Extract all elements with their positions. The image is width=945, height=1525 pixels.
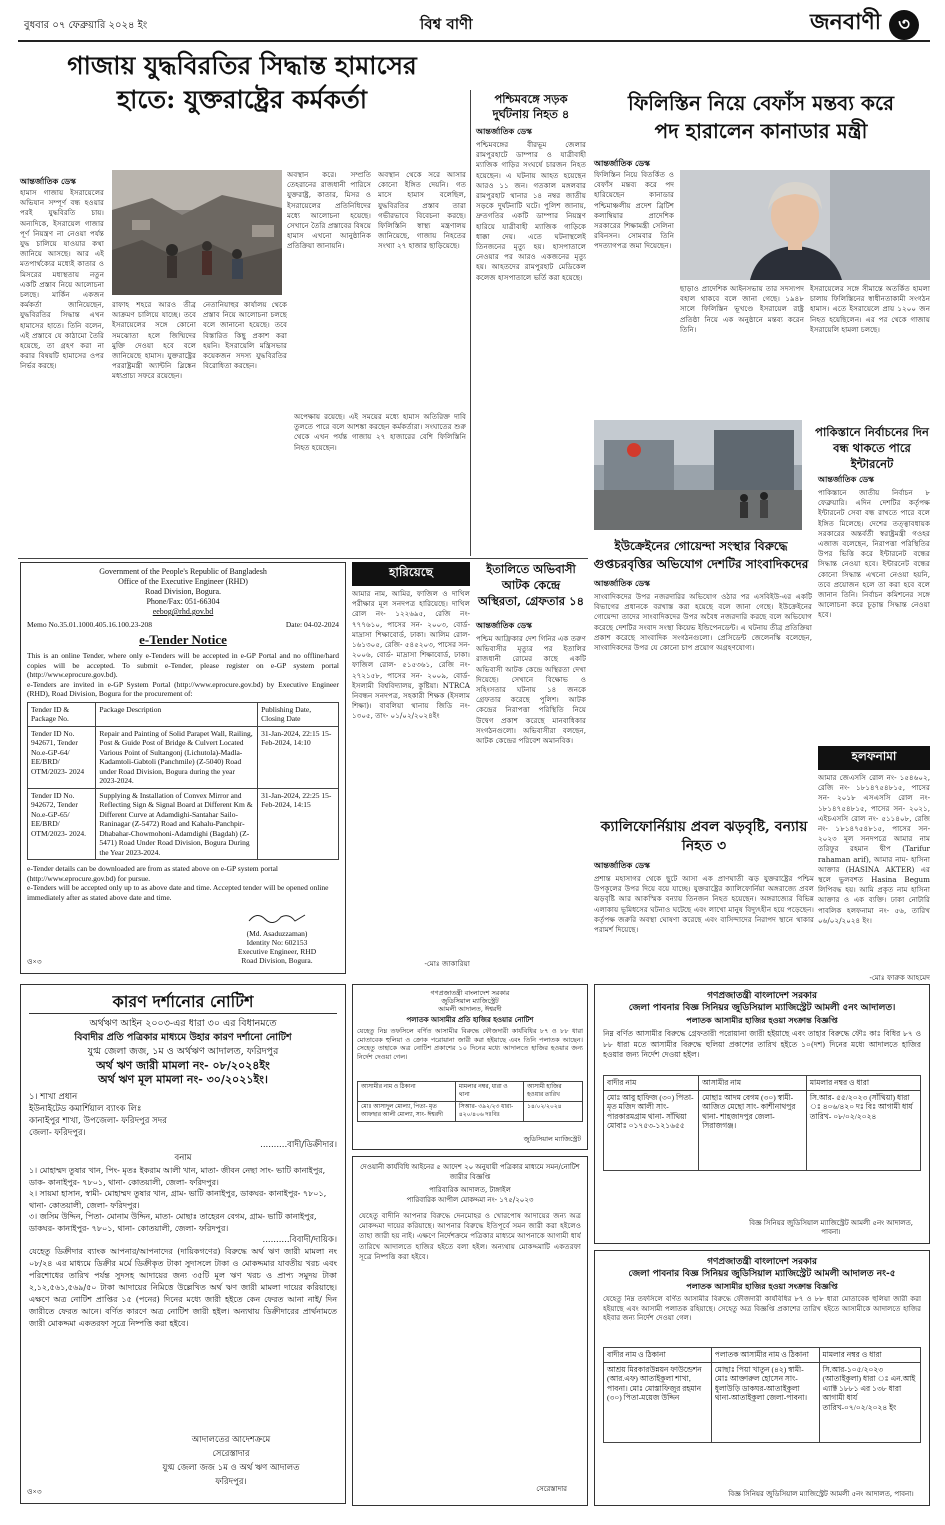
affidavit-title: হলফনামা	[818, 746, 930, 770]
table-row	[604, 1362, 921, 1442]
show-cause-sub-3: যুগ্ম জেলা জজ, ১ম ও অর্থঋণ আদালত, ফরিদপুর	[87, 1046, 279, 1057]
family-case: পারিবারিক আপীল মোকদ্দমা নং- ১৭৫/২০২৩	[406, 1196, 534, 1204]
canada-headline-1: ফিলিস্তিন নিয়ে বেফাঁস মন্তব্য করে	[627, 91, 895, 115]
pabna1-sign: বিজ্ঞ সিনিয়র জুডিসিয়াল ম্যাজিস্ট্রেট আমলী ৫নং আদালত, পাবনা।	[749, 1219, 913, 1236]
tender-th-id: Tender ID & Package No.	[28, 702, 96, 726]
ukraine-body: সাংবাদিকদের উপর নজরদারির অভিযোগ ওঠার পর এসবিইউ-এর একটি বিভাগের প্রধানকে বরখাস্ত করা হয়েছে বলে জানা গেছে। ইউক্রেইনের গোয়েন্দা তাদের সাংবাদিকদের উপর অবৈধ নজরদারি করছে বলে অভিযোগ করেছে দেশটির সংবাদ সংস্থা কিয়েভ ইন্ডিপেনডেন্ট। এ ঘটনায় তীব্র প্রতিক্রিয়া প্রকাশ করেছে সাংবাদিক সংগঠনগুলো। প্রেসিডেন্ট জেলেনস্কি বলেছেন, সাংবাদিকদের উপর যে কোনো চাপ প্রয়োগ অগ্রহণযোগ্য।	[594, 592, 812, 653]
street-scene-photo	[594, 420, 802, 530]
pabna-notice-2	[594, 1250, 930, 1506]
tender-th-date: Publishing Date, Closing Date	[258, 702, 339, 726]
tender-th-desc: Package Description	[96, 702, 258, 726]
absconding-th: আসামী হাজির হওয়ার তারিখ	[524, 1082, 583, 1102]
show-cause-body: যেহেতু ডিক্রীদার ব্যাংক আপনার/আপনাদের (দায়িকগণের) বিরুদ্ধে অর্থ ঋণ জারী মামলা নং ০৮/২৪ এর মাধ্যমে ডিক্রীর মর্মে ডিক্রীকৃত টাকা সুদাসলে টাকা ও মোকদ্দমার যাবতীয় খরচ এবং পরিশোধের তারিখ পর্যন্ত সুদসহ আদায়ের জন্য ৩৫টি মূল ঋণ খরচ ও প্রাপ্য সমুদয় টাকা ২,১২,৫৬১,৫৬৯/৫০ টাকা আদায়ের নিমিত্তে উল্লেখিত অর্থ ঋণ জারী মামলা দায়ের করিয়াছে। এক্ষণে অত্র নোটিশ প্রাপ্তির ১৫ (পনের) দিনের মধ্যে জারী হইতে কেন ফেরত আনা নাই/ দিন জারীতে ফেরত আনে। বর্ণিত কারণে অত্র নোটিশ জারী হইল। অন্যথায় ডিক্রীদারের প্রার্থনামতে জারী মোকদ্দমা একতরফা সূত্রে নিষ্পত্তি করা হইবে।	[29, 1247, 337, 1328]
absconding-cell: সিআর- ৩৯২/২৩ ধারা- ৪২০/৪০৬ দঃবিঃ	[455, 1102, 523, 1122]
absconding-cell: ১৪/০২/২০২৪	[524, 1102, 583, 1122]
family-body: যেহেতু বাদীনি আপনার বিরুদ্ধে দেনমোহর ও খোরপোষ আদায়ের জন্য অত্র মোকদ্দমা দায়ের করিয়াছে। আপনার বিরুদ্ধে ইতিপূর্বে সমন জারী করা হইলেও তাহা জারী হয় নাই। এক্ষণে নির্দেশক্রমে পত্রিকার মাধ্যমে আপনাকে আগামী ধার্য তারিখে আদালতে হাজির হইতে বলা হইল। অন্যথায় মোকদ্দমাটি একতরফা সূত্রে নিষ্পত্তি করা হইবে।	[359, 1211, 581, 1261]
show-cause-place: ফরিদপুর।	[215, 1477, 247, 1487]
pakistan-headline: পাকিস্তানে নির্বাচনের দিন বন্ধ থাকতে পারে ইন্টারনেট	[815, 425, 929, 471]
show-cause-defendant-tag: ..........বিবাদী/দায়িক।	[262, 1235, 337, 1245]
table-row	[28, 726, 339, 788]
pabna2-cell: মোছাঃ পিয়া খাতুন (৪২) স্বামী-মোঃ আক্তারুল হোসেন সাং-ধুলাউড়ি ডাকঘর-আতাইকুলা থানা-আতাইকুলা জেলা-পাবনা।	[711, 1362, 819, 1442]
canada-body-2: ছাড়াও প্রাদেশিক আইনসভায় তার সদস্যপদ বহাল থাকবে বলে জানা গেছে। ১৯৪৮ সালে ফিলিস্তিন ভূখণ্ডে ইসরায়েল রাষ্ট্র প্রতিষ্ঠা নিয়ে এক অনুষ্ঠানে মন্তব্য করেন তিনি।	[680, 284, 804, 334]
wb-desk: আন্তর্জাতিক ডেস্ক	[476, 127, 532, 136]
tender-email-line[interactable]: eebog@rhd.gov.bd	[152, 607, 214, 616]
show-cause-order: আদালতের আদেশক্রমে	[191, 1435, 271, 1445]
italy-headline-2: আটক কেন্দ্রে	[501, 578, 561, 592]
lead-body-col1: হামাস গাজায় ইসরায়েলের অভিযান সম্পূর্ণ বন্ধ হওয়ার পরই যুদ্ধবিরতি চায়। অন্যদিকে, ইসরায়েল গাজার পূর্ণ নিয়ন্ত্রণ না নেওয়া পর্যন্ত যুদ্ধ চালিয়ে যাওয়ার কথা জানিয়ে আসছে। আর এই মতপার্থক্যের মধ্যেই কাতার ও মিসরের মধ্যস্থতায় নতুন একটি প্রস্তাব নিয়ে আলোচনা চলছে। মার্কিন একজন কর্মকর্তা জানিয়েছেন, যুদ্ধবিরতির সিদ্ধান্ত এখন হামাসের হাতে। তিনি বলেন, এই প্রস্তাবে যে কাঠামো তৈরি হয়েছে, তা গ্রহণ করা না করার বিষয়টি হামাসের ওপর নির্ভর করছে।	[20, 188, 104, 371]
absconding-table	[357, 1081, 583, 1122]
canada-body-1: ফিলিস্তিন নিয়ে বিতর্কিত ও বেফাঁস মন্তব্য করে পদ হারিয়েছেন কানাডার পশ্চিমাঞ্চলীয় প্রদেশ ব্রিটিশ কলাম্বিয়ার প্রাদেশিক সরকারের শিক্ষামন্ত্রী সেলিনা রবিনসন। সোমবার তিনি পদত্যাগপত্র জমা দিয়েছেন।	[594, 170, 674, 251]
wb-headline: পশ্চিমবঙ্গে সড়ক দুর্ঘটনায় নিহত ৪	[492, 92, 570, 121]
tender-cell: Repair and Painting of Solid Parapet Wall, Railing, Post & Guide Post of Bridge & Culvert Located Various Point of Sultangonj (Lichutola)-Madla-Kadamtoli-Gabtoli (Panchmile) (Z-5040) Road under Road Division, Bogura during the year 2023-2024.	[96, 726, 258, 788]
lost-notice-name: -মোঃ জাকারিয়া	[424, 959, 470, 968]
affidavit-name: -মোঃ ফারুক আহমেদ	[869, 973, 930, 982]
masthead-section: বিশ্ব বাণী	[420, 15, 473, 33]
pabna1-th: আসামীর নাম	[699, 1076, 807, 1091]
lead-vertical-rule	[470, 90, 471, 556]
page-number: ৩	[889, 10, 919, 40]
masthead-date: বুধবার ০৭ ফেব্রুয়ারি ২০২৪ ইং	[24, 20, 148, 31]
tender-sig-name: (Md. Asaduzzaman)	[246, 929, 308, 938]
minister-portrait-photo	[680, 170, 930, 280]
pabna2-body: যেহেতু নিম্ন তফসিলে বর্ণিত আসামীর বিরুদ্ধে ফৌজদারী কার্যবিধির ৮৭ ও ৮৮ ধারা মোতাবেক হুলিয়া জারী করা হইয়াছে এবং আসামী পলাতক রহিয়াছে। সেহেতু অত্র বিজ্ঞপ্তি প্রকাশের তারিখ হইতে আসামীকে আদালতে হাজির হইবার জন্য নির্দেশ দেওয়া গেল।	[603, 1295, 921, 1322]
absconding-th: মামলার নম্বর, ধারা ও থানা	[455, 1082, 523, 1102]
ukraine-desk: আন্তর্জাতিক ডেস্ক	[594, 579, 650, 588]
table-row	[358, 1102, 583, 1122]
tender-notice	[20, 562, 346, 974]
show-cause-sub-2: বিবাদীর প্রতি পত্রিকার মাধ্যমে উহার কারণ দর্শানো নোটিশ	[74, 1032, 292, 1043]
pabna1-body: নিম্ন বর্ণিত আসামীর বিরুদ্ধে গ্রেফতারী পরোয়ানা জারী হইয়াছে এবং তাহার বিরুদ্ধে ফৌঃ কাঃ বিধির ৮৭ ও ৮৮ ধারা মতে আসামীর বিরুদ্ধে হুলিয়া প্রকাশের তারিখ হইতে ১০(দশ) দিনের মধ্যে আদালতে হাজির হওয়ার জন্য নির্দেশ দেওয়া হইল।	[603, 1029, 921, 1059]
show-cause-notice	[20, 984, 346, 1504]
family-court-notice	[352, 1156, 588, 1506]
pabna2-cell: সি.আর-১০৫/২০২৩ (আতাইকুলা) ধারা ঃ এন.আই এ্যাক্ট ১৮৮১ এর ১৩৮ ধারা আগামী ধার্য তারিখ-০৭/০২/২০২৪ ইং	[819, 1362, 920, 1442]
california-body: প্রশান্ত মহাসাগর থেকে ছুটে আসা এক প্রাণঘাতী ঝড় যুক্তরাষ্ট্রের পশ্চিম উপকূলের উপর দিয়ে বয়ে যাচ্ছে। যুক্তরাষ্ট্রের ক্যালিফোর্নিয়া অঙ্গরাজ্যে প্রবল ঝড়বৃষ্টি আর আকস্মিক বন্যায় তিনজন নিহত হয়েছেন। অঙ্গরাজ্যের বিভিন্ন এলাকায় ভূমিধসের ঘটনাও ঘটেছে এবং লাখো মানুষ বিদ্যুৎহীন হয়ে পড়েছেন। কর্তৃপক্ষ জরুরি অবস্থা ঘোষণা করেছে এবং বাসিন্দাদের নিরাপদ স্থানে থাকার পরামর্শ দিয়েছে।	[594, 874, 814, 935]
tender-gov-line: Government of the People's Republic of Bangladesh	[99, 567, 267, 576]
tender-division-line: Road Division, Bogura.	[145, 587, 221, 596]
tender-sig-id: Identity No: 602153	[246, 938, 308, 947]
pabna1-th: মামলার নম্বর ও ধারা	[806, 1076, 920, 1091]
absconding-title: পলাতক আসামীর প্রতি হাজির হওয়ার নোটিশ	[406, 1015, 534, 1024]
show-cause-sub-1: অর্থঋণ আইন ২০০৩-এর ধারা ৩০ এর বিধানমতে	[89, 1018, 277, 1029]
masthead-rule	[18, 40, 930, 42]
pabna2-th: বাদীর নাম ও ঠিকানা	[604, 1348, 712, 1363]
ukraine-headline-2: গুপ্তচরবৃত্তির অভিযোগ দেশটির সাংবাদিকদের	[593, 557, 809, 571]
italy-body: পশ্চিম আফ্রিকার দেশ গিনির এক তরুণ অভিবাসীর মৃত্যুর পর ইতালির রাজধানী রোমের কাছে একটি অভিবাসী আটক কেন্দ্রে অস্থিরতা দেখা দিয়েছে। সেখানে বিক্ষোভ ও সহিংসতার ঘটনায় ১৪ জনকে গ্রেফতার করেছে পুলিশ। আটক কেন্দ্রের নিরাপত্তা পরিস্থিতি নিয়ে উদ্বেগ প্রকাশ করেছে মানবাধিকার সংগঠনগুলো। অভিবাসীরা বলছেন, আটক কেন্দ্রের পরিবেশ অমানবিক।	[476, 634, 586, 746]
tender-date: Date: 04-02-2024	[285, 620, 339, 629]
lead-body-lower2: নেতানিয়াহুর কার্যালয় থেকে প্রস্তাব নিয়ে আলোচনা চলছে বলে জানানো হয়েছে। তবে বিস্তারিত কিছু প্রকাশ করা হয়নি। ইসরায়েলি মন্ত্রিসভার কয়েকজন সদস্য যুদ্ধবিরতির বিরোধিতা করছেন।	[203, 300, 287, 371]
italy-headline-3: অস্থিরতা, গ্রেফতার ১৪	[477, 594, 585, 608]
california-desk: আন্তর্জাতিক ডেস্ক	[594, 861, 650, 870]
tender-cell: 31-Jan-2024, 22:15 15-Feb-2024, 14:10	[258, 726, 339, 788]
absconding-header-1: গণপ্রজাতন্ত্রী বাংলাদেশ সরকার	[430, 989, 510, 997]
tender-cell: Supplying & Installation of Convex Mirror and Reflecting Sign & Signal Board at Different Km & Different Curve at Adamdighi-Santahar Sailo-Raninagar (Z-5472) Road and Kahalu-Panchpir-Dhabahar-Chowmohoni-Adamdighi (Bagdah) (Z-5471) Road Under Road Division, Bogura During the Year 2023-2024.	[96, 788, 258, 860]
pabna1-table	[603, 1075, 921, 1171]
affidavit-box	[818, 746, 930, 982]
tender-table	[27, 702, 339, 861]
pabna2-sign: বিজ্ঞ সিনিয়র জুডিসিয়াল ম্যাজিস্ট্রেট আমলী ৫নং আদালত, পাবনা।	[728, 1490, 914, 1498]
family-court: পারিবারিক আদালত, টাঙ্গাইল	[429, 1186, 511, 1194]
pabna2-subtitle: পলাতক আসামীর হাজির হওয়া সংক্রান্ত বিজ্ঞপ্তি	[686, 1281, 838, 1291]
family-intro: দেওয়ানী কার্যবিধি আইনের ৫ আদেশ ২০ অনুযায়ী পত্রিকার মাধ্যমে সমন/নোটিশ জারীর বিজ্ঞপ্তি	[360, 1163, 580, 1181]
tender-sig-title: Executive Engineer, RHD	[237, 947, 317, 956]
pabna1-th: বাদীর নাম	[604, 1076, 699, 1091]
pabna1-cell: মোঃ আবু হাফিজ (৩০) পিতা- মৃত মজিদ আলী সাং- পারকারমগ্রাম থানা- সাঁথিয়া মোবাঃ ০১৭৫৩-১২১৬৫৫	[604, 1090, 699, 1170]
show-cause-case-1: অর্থ ঋণ জারী মামলা নং- ০৮/২০২৪ইং	[96, 1059, 270, 1072]
pabna2-cell: আশ্রয় মিরকারউন্নয়ন ফাউন্ডেশন (আর.এফ) আতাইকুলা শাখা, পাবনা। মোঃ মোস্তাফিজুর রহমান (৩০) পিতা-ময়েজ উদ্দিন	[604, 1362, 712, 1442]
tender-intro: This is an online Tender, where only e-Tenders will be accepted in e-GP Portal and no offline/hard copies will be accepted. To submit e-Tender, please register on e-GP system portal (http://www.eprocure.gov.bd).	[27, 651, 339, 679]
show-cause-plaintiff-tag: ..........বাদী/ডিক্রীদার।	[260, 1140, 337, 1150]
tender-cell: Tender ID No. 942672, Tender No.e-GP-65/ EE/BRD/ OTM/2023- 2024.	[28, 788, 96, 860]
pabna-notice-1	[594, 984, 930, 1244]
pabna1-cell: মোছাঃ আদম বেগম (৩০) স্বামী- আজিত মেছো সাং- কাশীনাথপুর থানা- শাহজাদপুর জেলা- সিরাজগঞ্জ।	[699, 1090, 807, 1170]
lead-photo	[112, 170, 282, 295]
tender-cell: 31-Jan-2024, 22:25 15-Feb-2024, 14:15	[258, 788, 339, 860]
tender-signature	[217, 909, 337, 965]
table-row	[28, 788, 339, 860]
hr-mid	[18, 558, 588, 559]
signature-scribble	[247, 909, 307, 925]
show-cause-plaintiff: ১। শাখা প্রধান ইউনাইটেড কমার্শিয়াল ব্যাংক লিঃ কানাইপুর শাখা, উপজেলা- ফরিদপুর সদর জেলা- ফরিদপুর।	[29, 1092, 167, 1138]
tender-footer-2: e-Tenders will be accepted only up to as above date and time. Accepted tender will be opened online immediately after as stated above date and time.	[27, 883, 329, 902]
show-cause-court: যুগ্ম জেলা জজ ১ম ও অর্থ ঋণ আদালত	[162, 1463, 300, 1473]
lost-notice	[352, 562, 470, 976]
absconding-header-2: জুডিসিয়াল ম্যাজিস্ট্রেট	[441, 997, 499, 1005]
masthead-logo	[810, 5, 930, 39]
lead-headline-2: হাতে: যুক্তরাষ্ট্রের কর্মকর্তা	[116, 85, 368, 114]
gaza-rubble-photo	[112, 170, 282, 295]
show-cause-defendants: ১। মোহাম্মদ তুষার খান, পিং- মৃতঃ ইকরাম আলী খান, মাতা- জীবন নেছা সাং- ভাটি কানাইপুর, ডাক- কানাইপুর- ৭৮০১, থানা- কোতয়ালী, জেলা- ফরিদপুর। ২। সায়মা হাসান, স্বামী- মোহাম্মদ তুষার খান, গ্রাম- ভাটি কানাইপুর, ডাকঘর- কানাইপুর- ৭৮০১, থানা- কোতয়ালী, জেলা- ফরিদপুর। ৩। জসিম উদ্দিন, পিতা- মোনাম উদ্দিন, মাতা- মোছাঃ তাহেরন বেগম, গ্রাম- ভাটি কানাইপুর, ডাকঘর- কানাইপুর- ৭৮০১, থানা- কোতয়ালী, জেলা- ফরিদপুর।	[29, 1166, 327, 1233]
lost-notice-title: হারিয়েছে	[352, 562, 470, 586]
pabna2-court: জেলা পাবনার বিজ্ঞ সিনিয়র জুডিসিয়াল ম্যাজিস্ট্রেট আমলী আদালত নং-৫	[628, 1269, 896, 1279]
lead-headline-1: গাজায় যুদ্ধবিরতির সিদ্ধান্ত হামাসের	[67, 51, 417, 80]
pabna1-header: গণপ্রজাতন্ত্রী বাংলাদেশ সরকার	[707, 991, 817, 1001]
canada-body-3: ইসরায়েলের সঙ্গে সীমান্তে অতর্কিত হামলা চালায় ফিলিস্তিনের স্বাধীনতাকামী সংগঠন হামাস। এতে ইসরায়েলে প্রায় ১২০০ জন নিহত হয়েছিলেন। এর পর থেকে গাজায় ইসরায়েলি হামলা চলছে।	[810, 284, 930, 334]
absconding-notice	[352, 984, 588, 1150]
italy-desk: আন্তর্জাতিক ডেস্ক	[476, 621, 532, 630]
ukraine-headline-1: ইউক্রেইনের গোয়েন্দা সংস্থার বিরুদ্ধে	[614, 539, 788, 553]
tender-intro-2: e-Tenders are invited in e-GP System Portal (http://www.eprocure.gov.bd) by Executive Engineer (RHD), Road Division, Bogura for the procurement of:	[27, 679, 339, 698]
affidavit-body: আমার জেএসসি রোল নং- ১৫৪৬০২, রেজি নং- ১৮১৪৭৫৪৮১৫, পাসের সন- ২০১৮ এসএসসি রোল নং- ১৮১৪৭৫৪৮১৫, পাসের সন- ২০২১, এইচএসসি রোল নং- ৫১১৪০৮, রেজি নং- ১৮১৪৭৫৪৮১৫, পাসের সন- ২০২৩ মূল সনদপত্রে আমার নাম তরিফুর রহমান দ্বীপ (Tarifur rahaman arif), আমার নাম- হাসিনা আক্তার (HASINA AKTER) এর স্থলে ভুলবশত Hasina Begum লিপিবদ্ধ হয়। আমি প্রকৃত নাম হাসিনা আক্তার ও এক ব্যক্তি। ঢাকা নোটারি পাবলিক হলফনামা নং- ৫৬, তারিখ ০৬/০২/২০২৪ ইং।	[818, 773, 930, 925]
pakistan-body: পাকিস্তানে জাতীয় নির্বাচন ৮ ফেব্রুয়ারি। এদিন দেশটির কর্তৃপক্ষ ইন্টারনেট সেবা বন্ধ রাখতে পারে বলে ইঙ্গিত মিলেছে। দেশের তত্ত্বাবধায়ক সরকারের অন্তর্বর্তী স্বরাষ্ট্রমন্ত্রী গওহর এজাজ বলেছেন, নিরাপত্তা পরিস্থিতির উপর ভিত্তি করে ইন্টারনেট বন্ধের সিদ্ধান্ত নেওয়া হবে। ইন্টারনেট বন্ধের কোনো সিদ্ধান্ত এখনো নেওয়া হয়নি, তবে প্রয়োজন হলে তা করা হবে বলে জানান তিনি। নির্বাচন কমিশনের সঙ্গে আলোচনা করে চূড়ান্ত সিদ্ধান্ত নেওয়া হবে।	[818, 488, 930, 620]
pabna1-cell: সি.আর- ৫৫/২০২৩ (সাঁথিয়া) ধারা ঃ ৪০৬/৪২০ দঃ বিঃ আগামী ধার্য তারিখ- ০৮/০২/২০২৪	[806, 1090, 920, 1170]
pabna2-th: পলাতক আসামীর নাম ও ঠিকানা	[711, 1348, 819, 1363]
logo-part-1: জন	[810, 10, 843, 35]
canada-photo	[680, 170, 930, 280]
lead-body-lower1: রাফাহ শহরে আরও তীব্র আক্রমণ চালিয়ে যাচ্ছে। তবে ইসরায়েলের সঙ্গে কোনো সমঝোতা হলে জিম্মিদের মুক্তি দেওয়া হবে বলে জানিয়েছে হামাস। যুক্তরাষ্ট্রের পররাষ্ট্রমন্ত্রী অ্যান্টনি ব্লিঙ্কেন মধ্যপ্রাচ্য সফরে রয়েছেন।	[112, 300, 196, 381]
tender-phone-line: Phone/Fax: 051-66304	[146, 597, 220, 606]
tender-cell: Tender ID No. 942671, Tender No.e-GP-64/ EE/BRD/ OTM/2023- 2024	[28, 726, 96, 788]
absconding-th: আসামীর নাম ও ঠিকানা	[358, 1082, 456, 1102]
pabna2-th: মামলার নম্বর ও ধারা	[819, 1348, 920, 1363]
lead-body-col4: অবস্থান থেকে সরে আসার কোনো ইঙ্গিত দেয়নি। গত মাসে হামাস বলেছিল, যুদ্ধবিরতির প্রস্তাব তারা গভীরভাবে বিবেচনা করছে। ফিলিস্তিনি স্বাস্থ্য মন্ত্রণালয় জানিয়েছে, গাজায় নিহতের সংখ্যা ২৭ হাজার ছাড়িয়েছে।	[378, 170, 466, 251]
absconding-body: যেহেতু নিম্ন তফসিলে বর্ণিত আসামীর বিরুদ্ধে ফৌজদারী কার্যবিধির ৮৭ ও ৮৮ ধারা মোতাবেক হুলিয়া ও ক্রোক পরোয়ানা জারী করা হইয়াছে এবং তিনি পলাতক আছেন। সেহেতু তাহাকে অত্র নোটিশ প্রকাশের ১০ দিনের মধ্যে আদালতে হাজির হওয়ার জন্য নির্দেশ দেওয়া গেল।	[357, 1027, 583, 1061]
show-cause-case-2: অর্থ ঋণ মূল মামলা নং- ৩০/২০২১ইং।	[98, 1073, 268, 1086]
lead-body-col3: অবস্থান করে। সম্প্রতি তেহরানের রাজধানী পারিসে যুক্তরাষ্ট্র, কাতার, মিসর ও ইসরায়েলের প্রতিনিধিদের মধ্যে আলোচনা হয়েছে। সেখানে তৈরি প্রস্তাবের বিষয়ে হামাস এখনো আনুষ্ঠানিক প্রতিক্রিয়া জানায়নি।	[287, 170, 371, 251]
show-cause-code: ও×৩	[27, 1487, 42, 1496]
pabna2-header: গণপ্রজাতন্ত্রী বাংলাদেশ সরকার	[707, 1257, 817, 1267]
pabna1-subtitle: পলাতক আসামীর হাজির হওয়া সংক্রান্ত বিজ্ঞপ্তি	[686, 1015, 838, 1025]
lead-desk: আন্তর্জাতিক ডেস্ক	[20, 177, 76, 186]
masthead	[0, 0, 945, 44]
italy-headline-1: ইতালিতে অভিবাসী	[486, 562, 576, 576]
canada-headline-2: পদ হারালেন কানাডার মন্ত্রী	[654, 119, 868, 143]
absconding-header-3: আমলী আদালত, ঈশ্বরদী	[438, 1005, 502, 1013]
absconding-sign: জুডিসিয়াল ম্যাজিস্ট্রেট	[523, 1135, 581, 1143]
show-cause-versus: বনাম	[174, 1153, 192, 1163]
pabna1-court: জেলা পাবনার বিজ্ঞ সিনিয়র জুডিসিয়াল ম্যাজিস্ট্রেট আমলী ৫নং আদালত।	[628, 1003, 896, 1013]
absconding-cell: মোঃ আসাদুল মোল্যা, পিতা- মৃত আফছার আলী মোল্যা, সাং- ঈশ্বরদী	[358, 1102, 456, 1122]
tender-title: e-Tender Notice	[139, 632, 227, 647]
tender-footer-1: e-Tender details can be downloaded are from as stated above on e-GP system portal (http://www.eprocure.gov.bd) for pursue.	[27, 864, 278, 883]
show-cause-signature	[131, 1433, 331, 1489]
tender-memo: Memo No.35.01.1000.405.16.100.23-208	[27, 620, 152, 629]
tender-office-line: Office of the Executive Engineer (RHD)	[118, 577, 248, 586]
pakistan-desk: আন্তর্জাতিক ডেস্ক	[818, 475, 874, 484]
tender-code: ও×৩	[27, 957, 42, 966]
wb-body: পশ্চিমবঙ্গের বীরভূম জেলার রামপুরহাটে ডাম্পার ও যাত্রীবাহী ম্যাজিক গাড়ির সংঘর্ষে চারজন নিহত হয়েছেন। এ ঘটনায় আহত হয়েছেন আরও ১১ জন। গতকাল মঙ্গলবার রামপুরহাট থানার ১৪ নম্বর জাতীয় সড়কে দুর্ঘটনাটি ঘটে। পুলিশ জানায়, দ্রুতগতির একটি ডাম্পার নিয়ন্ত্রণ হারিয়ে যাত্রীবাহী ম্যাজিক গাড়িকে ধাক্কা দেয়। এতে ঘটনাস্থলেই তিনজনের মৃত্যু হয়। হাসপাতালে নেওয়ার পর আরও একজনের মৃত্যু হয়। আহতদের রামপুরহাট মেডিকেল কলেজ হাসপাতালে ভর্তি করা হয়েছে।	[476, 140, 586, 282]
tender-sig-office: Road Division, Bogura.	[241, 956, 313, 965]
show-cause-clerk: সেরেস্তাদার	[212, 1449, 250, 1459]
logo-part-2: বাণী	[842, 10, 882, 35]
ukraine-photo	[594, 420, 802, 530]
table-row	[604, 1090, 921, 1170]
family-sign: সেরেস্তাদার	[536, 1485, 567, 1493]
show-cause-title: কারণ দর্শানোর নোটিশ	[29, 991, 337, 1014]
lost-notice-body: আমার নাম, আমির, ফাজিল ও দাখিল পরীক্ষার মূল সনদপত্র হারিয়েছে। দাখিল রোল নং- ১২২৬৯৫, রেজি নং- ৭৭৭৬১০, পাসের সন- ২০০৩, বোর্ড- মাদ্রাসা শিক্ষাবোর্ড, ঢাকা। আলিম রোল- ১৬১৩০৫, রেজি- ৫৪৫২০৩, পাসের সন- ২০০৬, বোর্ড- মাদ্রাসা শিক্ষাবোর্ড, ঢাকা। ফাজিল রোল- ৫১৫৩৬১, রেজি নং- ২৭২১৫৮, পাসের সন- ২০০৯, বোর্ড- ইসলামী বিশ্ববিদ্যালয়, কুষ্টিয়া। NTRCA নিবন্ধন সনদপত্র, সহকারী শিক্ষক (ইসলাম শিক্ষা)। বাবলিয়া থানায় জিডি নং- ১৩০৫, তাং- ০১/০২/২০২৪ইং	[352, 589, 470, 721]
canada-desk: আন্তর্জাতিক ডেস্ক	[594, 159, 650, 168]
california-headline: ক্যালিফোর্নিয়ায় প্রবল ঝড়বৃষ্টি, বন্যায় নিহত ৩	[600, 819, 808, 854]
pabna2-table	[603, 1347, 921, 1443]
lead-body-lower3: অপেক্ষায় রয়েছে। এই সময়ের মধ্যে হামাস অতিরিক্ত দাবি তুলতে পারে বলে আশঙ্কা করছেন কর্মকর্তারা। সংঘাতের শুরু থেকে এখন পর্যন্ত গাজায় ২৭ হাজারের বেশি ফিলিস্তিনি নিহত হয়েছেন।	[294, 412, 466, 452]
